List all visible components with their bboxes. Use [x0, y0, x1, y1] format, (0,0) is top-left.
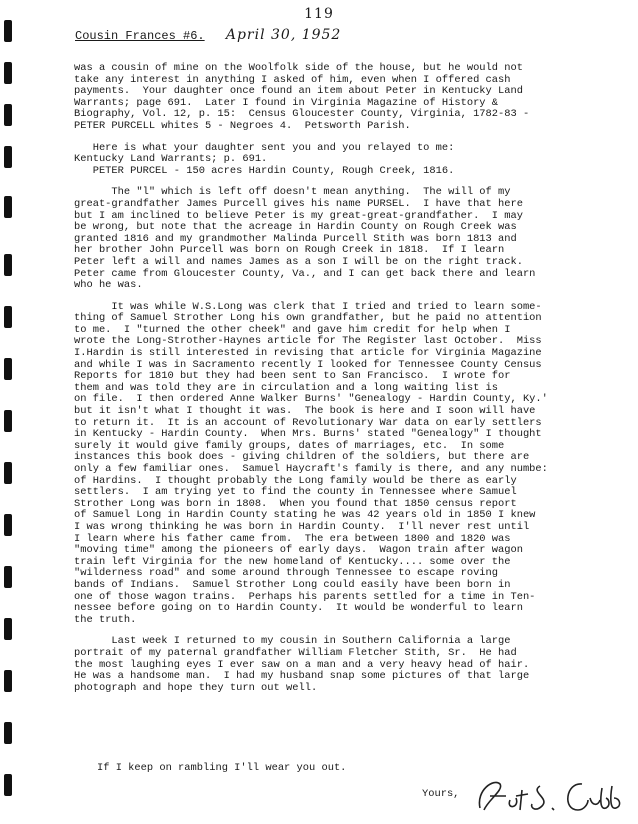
paragraph — [74, 143, 634, 178]
text-line: thing of Samuel Strother Long his own grandfather, but he paid no attention — [74, 312, 542, 325]
text-line: photograph and hope they turn out well. — [74, 681, 318, 694]
text-line: take any interest in anything I asked of him, even when I offered cash — [74, 73, 511, 86]
heading-title: Cousin Frances #6. — [75, 29, 205, 43]
binder-hole — [4, 254, 12, 276]
binder-hole — [4, 514, 12, 536]
text-line: Reports for 1810 but they had been sent to San Francisco. I wrote for — [74, 370, 511, 383]
text-line: Last week I returned to my cousin in Southern California a large — [74, 635, 511, 648]
text-line: He was a handsome man. I had my husband snap some pictures of that large — [74, 670, 530, 683]
text-line: It was while W.S.Long was clerk that I tried and tried to learn some- — [74, 300, 542, 313]
text-line: only a few familiar ones. Samuel Haycraft's family is there, and any numbe: — [74, 463, 548, 475]
text-line: instances this book does - giving children of the soldiers, but there are — [74, 451, 530, 464]
text-line: on file. I then ordered Anne Walker Burns' "Genealogy - Hardin County, Ky.' — [74, 393, 548, 406]
binder-hole — [4, 20, 12, 42]
text-line: who he was. — [74, 279, 143, 292]
paragraph — [74, 187, 634, 291]
text-line: Strother Long was born in 1808. When you found that 1850 census report — [74, 497, 517, 510]
binder-hole — [4, 104, 12, 126]
signature — [470, 770, 630, 820]
letter-body — [74, 63, 634, 694]
text-line: payments. Your daughter once found an item about Peter in Kentucky Land — [74, 85, 523, 98]
text-line: bands of Indians. Samuel Strother Long could easily have been born in — [74, 578, 511, 591]
text-line: in Kentucky - Hardin County. When Mrs. Burns' stated "Genealogy" I thought — [74, 428, 542, 441]
text-line: the most laughing eyes I ever saw on a man and a very heavy head of hair. — [74, 658, 530, 671]
paragraph — [74, 636, 634, 694]
binder-hole — [4, 722, 12, 744]
text-line: "wilderness road" and some around through Tennessee to escape roving — [74, 567, 499, 580]
text-line: but it isn't what I thought it was. The book is here and I soon will have — [74, 405, 536, 418]
text-line: one of those wagon trains. Perhaps his parents settled for a time in Ten- — [74, 590, 536, 603]
text-line: be wrong, but note that the acreage in Hardin County on Rough Creek was — [74, 221, 517, 234]
text-line: Here is what your daughter sent you and you relayed to me: — [74, 141, 455, 154]
closing-line: If I keep on rambling I'll wear you out. — [97, 762, 347, 774]
text-line: Peter came from Gloucester County, Va., and I can get back there and learn — [74, 267, 536, 280]
text-line: of Hardins. I thought probably the Long family would be there as early — [74, 474, 517, 487]
text-line: them and was told they are in circulation and a long waiting list is — [74, 381, 499, 394]
text-line: and while I was in Sacramento recently I looked for Tennessee County Census — [74, 358, 542, 371]
text-line: of Samuel Long in Hardin County stating he was 42 years old in 1850 I knew — [74, 509, 536, 522]
binder-hole — [4, 618, 12, 640]
text-line: great-grandfather James Purcell gives his name PURSEL. I have that here — [74, 197, 523, 210]
binder-hole — [4, 306, 12, 328]
text-line: surely it would give family groups, dates of marriages, etc. In some — [74, 439, 505, 452]
text-line: was a cousin of mine on the Woolfolk side of the house, but he would not — [74, 62, 523, 74]
text-line: Kentucky Land Warrants; p. 691. — [74, 153, 268, 166]
text-line: PETER PURCEL - 150 acres Hardin County, Rough Creek, 1816. — [74, 164, 455, 177]
text-line: to return it. It is an account of Revolutionary War data on early settlers — [74, 416, 542, 429]
text-line: I was wrong thinking he was born in Hardin County. I'll never rest until — [74, 520, 530, 533]
text-line: to me. I "turned the other cheek" and gave him credit for help when I — [74, 323, 511, 336]
text-line: granted 1816 and my grandmother Malinda Purcell Stith was born 1813 and — [74, 232, 517, 245]
paragraph — [74, 63, 634, 133]
text-line: portrait of my paternal grandfather William Fletcher Stith, Sr. He had — [74, 646, 517, 659]
text-line: her brother John Purcell was born on Rough Creek in 1818. If I learn — [74, 244, 505, 257]
binder-hole — [4, 62, 12, 84]
binder-hole — [4, 670, 12, 692]
binder-hole — [4, 774, 12, 796]
page-number: 119 — [304, 6, 334, 22]
text-line: wrote the Long-Strother-Haynes article for The Register last October. Miss — [74, 335, 542, 348]
binder-holes — [4, 0, 14, 824]
text-line: settlers. I am trying yet to find the county in Tennessee where Samuel — [74, 486, 517, 499]
text-line: Peter left a will and names James as a son I will be on the right track. — [74, 255, 523, 268]
text-line: Warrants; page 691. Later I found in Virginia Magazine of History & — [74, 96, 499, 109]
paragraph — [74, 302, 634, 627]
text-line: I.Hardin is still interested in revising that article for Virginia Magazine — [74, 347, 542, 360]
text-line: PETER PURCELL whites 5 - Negroes 4. Petsworth Parish. — [74, 119, 411, 132]
text-line: Biography, Vol. 12, p. 15: Census Gloucester County, Virginia, 1782-83 - — [74, 108, 530, 121]
text-line: the truth. — [74, 613, 137, 626]
binder-hole — [4, 196, 12, 218]
text-line: nessee before going on to Hardin County. It would be wonderful to learn — [74, 602, 523, 615]
binder-hole — [4, 566, 12, 588]
text-line: train left Virginia for the new homeland of Kentucky.... some over the — [74, 555, 511, 568]
binder-hole — [4, 462, 12, 484]
text-line: I learn where his father came from. The era between 1800 and 1820 was — [74, 532, 511, 545]
binder-hole — [4, 146, 12, 168]
valediction: Yours, — [422, 788, 460, 800]
binder-hole — [4, 358, 12, 380]
text-line: The "l" which is left off doesn't mean anything. The will of my — [74, 186, 511, 199]
text-line: "moving time" among the pioneers of early days. Wagon train after wagon — [74, 544, 523, 557]
text-line: but I am inclined to believe Peter is my great-great-grandfather. I may — [74, 209, 523, 222]
binder-hole — [4, 410, 12, 432]
letter-heading — [75, 27, 341, 43]
heading-date: April 30, 1952 — [225, 27, 342, 43]
